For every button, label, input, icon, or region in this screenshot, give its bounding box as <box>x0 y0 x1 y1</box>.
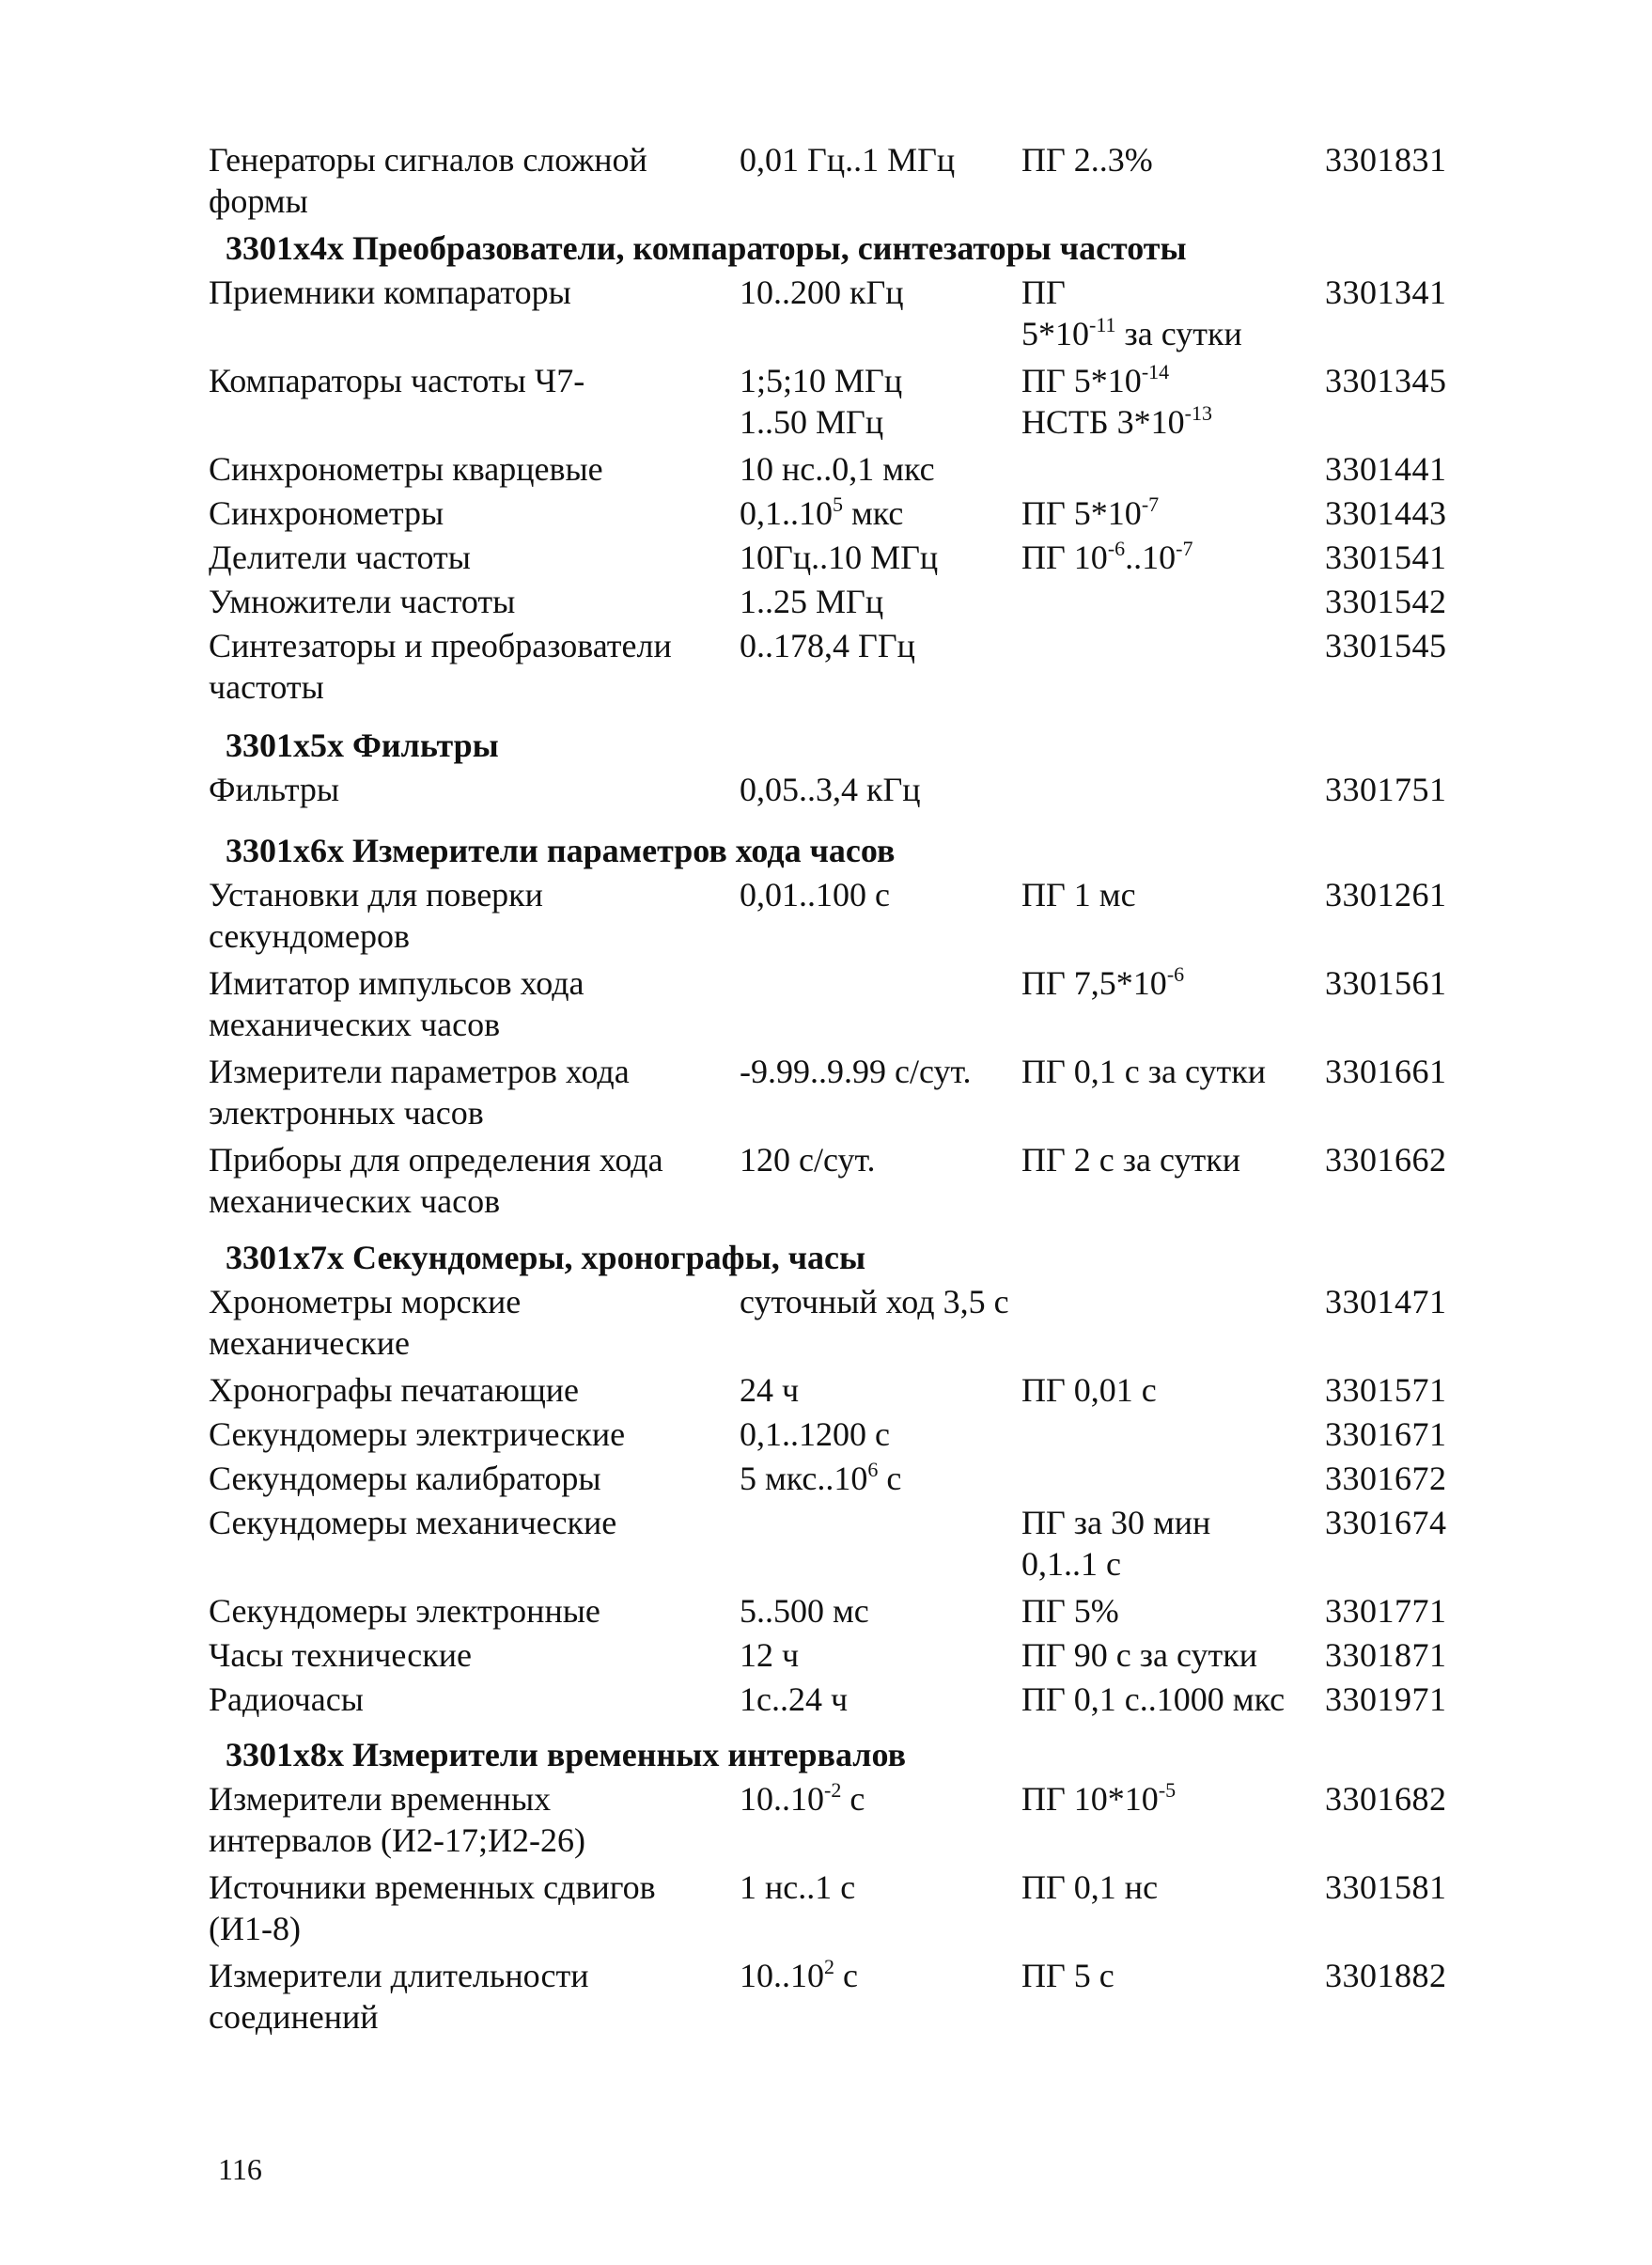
accuracy-value: ПГ $5*10^{-7}$ <box>1021 492 1160 532</box>
measurement-range: 1..25 МГц <box>740 583 884 620</box>
measurement-range: 0,01..100 с <box>740 876 890 914</box>
instrument-name: Хронографы печатающие <box>209 1371 580 1409</box>
table-row <box>209 1679 1468 1723</box>
table-row <box>209 1414 1468 1458</box>
accuracy-value: ПГ 2..3% <box>1021 141 1153 179</box>
section-heading: 3301x6x Измерители параметров хода часов <box>226 832 896 869</box>
okp-code: 3301682 <box>1325 1780 1447 1818</box>
instrument-name: Делители частоты <box>209 539 471 576</box>
instrument-name: Компараторы частоты Ч7- <box>209 362 585 399</box>
okp-code: 3301443 <box>1325 494 1447 532</box>
instrument-name: Часы технические <box>209 1636 473 1674</box>
okp-code: 3301751 <box>1325 771 1447 808</box>
measurement-range: 0..178,4 ГГц <box>740 627 915 664</box>
table-row <box>209 1634 1468 1679</box>
table-row <box>209 962 1468 1051</box>
okp-code: 3301541 <box>1325 539 1447 576</box>
instrument-table <box>209 139 1468 2043</box>
table-row <box>209 492 1468 537</box>
table-row <box>209 1955 1468 2043</box>
measurement-range: 0,1..1200 с <box>740 1415 890 1453</box>
okp-code: 3301345 <box>1325 362 1447 399</box>
table-row <box>209 537 1468 581</box>
table-row <box>209 1590 1468 1634</box>
accuracy-value: ПГ 5% <box>1021 1592 1119 1630</box>
measurement-range: 120 с/сут. <box>740 1141 876 1179</box>
instrument-name: Измерители временных интервалов (И2-17;И2-26) <box>209 1780 585 1859</box>
table-row <box>209 769 1468 813</box>
okp-code: 3301341 <box>1325 273 1447 311</box>
accuracy-value: ПГ за 30 мин 0,1..1 с <box>1021 1504 1211 1583</box>
okp-code: 3301542 <box>1325 583 1447 620</box>
table-row <box>209 1139 1468 1227</box>
table-row <box>209 1458 1468 1502</box>
okp-code: 3301571 <box>1325 1371 1447 1409</box>
measurement-range: $10..10^{-2}$ с <box>740 1778 865 1818</box>
okp-code: 3301471 <box>1325 1283 1447 1320</box>
instrument-name: Хронометры морские механические <box>209 1283 522 1362</box>
okp-code: 3301672 <box>1325 1460 1447 1497</box>
instrument-name: Измерители параметров хода электронных часов <box>209 1053 630 1132</box>
instrument-name: Секундомеры механические <box>209 1504 617 1541</box>
accuracy-value: ПГ 90 с за сутки <box>1021 1636 1257 1674</box>
table-row <box>209 625 1468 713</box>
accuracy-value: ПГ 0,1 нс <box>1021 1868 1159 1906</box>
measurement-range: 10 нс..0,1 мкс <box>740 450 935 488</box>
measurement-range: 5 мкс..10$^6$ с <box>740 1458 902 1497</box>
instrument-name: Приемники компараторы <box>209 273 571 311</box>
accuracy-value: ПГ 0,1 с за сутки <box>1021 1053 1266 1090</box>
measurement-range: 5..500 мс <box>740 1592 869 1630</box>
instrument-name: Источники временных сдвигов (И1-8) <box>209 1868 656 1947</box>
instrument-name: Генераторы сигналов сложной формы <box>209 141 647 220</box>
instrument-name: Установки для поверки секундомеров <box>209 876 543 955</box>
table-row <box>209 1778 1468 1867</box>
okp-code: 3301441 <box>1325 450 1447 488</box>
table-row <box>209 272 1468 360</box>
measurement-range: 1 нс..1 с <box>740 1868 856 1906</box>
measurement-range: суточный ход 3,5 с <box>740 1283 1009 1320</box>
table-row <box>209 360 1468 448</box>
okp-code: 3301871 <box>1325 1636 1447 1674</box>
instrument-name: Секундомеры калибраторы <box>209 1460 601 1497</box>
table-row <box>209 1502 1468 1590</box>
accuracy-value: ПГ 1 мс <box>1021 876 1136 914</box>
section-heading: 3301x4x Преобразователи, компараторы, синтезаторы частоты <box>226 229 1187 267</box>
measurement-range: 0,05..3,4 кГц <box>740 771 921 808</box>
measurement-range: 1с..24 ч <box>740 1680 849 1718</box>
measurement-range: 0,1..10$^5$ мкс <box>740 492 904 532</box>
measurement-range: 1;5;10 МГц 1..50 МГц <box>740 362 903 441</box>
table-row <box>209 874 1468 962</box>
table-row <box>209 1369 1468 1414</box>
page-number: 116 <box>218 2152 262 2186</box>
measurement-range: 24 ч <box>740 1371 800 1409</box>
instrument-name: Синтезаторы и преобразователи частоты <box>209 627 672 706</box>
section-heading: 3301x5x Фильтры <box>226 726 499 764</box>
measurement-range: 0,01 Гц..1 МГц <box>740 141 956 179</box>
accuracy-value: ПГ $10^{-6}..10^{-7}$ <box>1021 537 1193 576</box>
accuracy-value: ПГ 0,01 с <box>1021 1371 1157 1409</box>
instrument-name: Секундомеры электронные <box>209 1592 600 1630</box>
measurement-range: -9.99..9.99 с/сут. <box>740 1053 972 1090</box>
table-row <box>209 1281 1468 1369</box>
okp-code: 3301971 <box>1325 1680 1447 1718</box>
instrument-name: Измерители длительности соединений <box>209 1957 589 2036</box>
table-row <box>209 581 1468 625</box>
okp-code: 3301831 <box>1325 141 1447 179</box>
table-row <box>209 1867 1468 1955</box>
okp-code: 3301771 <box>1325 1592 1447 1630</box>
okp-code: 3301662 <box>1325 1141 1447 1179</box>
measurement-range: 10..200 кГц <box>740 273 904 311</box>
measurement-range: 12 ч <box>740 1636 800 1674</box>
instrument-name: Радиочасы <box>209 1680 364 1718</box>
accuracy-value: ПГ $5*10^{-11}$ за сутки <box>1021 273 1242 352</box>
okp-code: 3301545 <box>1325 627 1447 664</box>
measurement-range: 10Гц..10 МГц <box>740 539 939 576</box>
accuracy-value: ПГ $7,5*10^{-6}$ <box>1021 962 1185 1002</box>
instrument-name: Секундомеры электрические <box>209 1415 626 1453</box>
instrument-name: Приборы для определения хода механических часов <box>209 1141 663 1220</box>
accuracy-value: ПГ 2 с за сутки <box>1021 1141 1240 1179</box>
okp-code: 3301671 <box>1325 1415 1447 1453</box>
okp-code: 3301261 <box>1325 876 1447 914</box>
table-row <box>209 139 1468 227</box>
okp-code: 3301561 <box>1325 964 1447 1002</box>
instrument-name: Имитатор импульсов хода механических часов <box>209 964 584 1043</box>
instrument-name: Синхронометры <box>209 494 444 532</box>
instrument-name: Умножители частоты <box>209 583 516 620</box>
okp-code: 3301674 <box>1325 1504 1447 1541</box>
okp-code: 3301882 <box>1325 1957 1447 1994</box>
okp-code: 3301581 <box>1325 1868 1447 1906</box>
accuracy-value: ПГ 5 с <box>1021 1957 1114 1994</box>
okp-code: 3301661 <box>1325 1053 1447 1090</box>
accuracy-value: ПГ $5*10^{-14}$ НСТБ $3*10^{-13}$ <box>1021 360 1212 441</box>
instrument-name: Синхронометры кварцевые <box>209 450 603 488</box>
table-row <box>209 448 1468 492</box>
instrument-name: Фильтры <box>209 771 340 808</box>
section-heading: 3301x7x Секундомеры, хронографы, часы <box>226 1239 866 1276</box>
measurement-range: 10..10$^2$ с <box>740 1955 858 1994</box>
accuracy-value: ПГ 0,1 с..1000 мкс <box>1021 1680 1286 1718</box>
accuracy-value: ПГ $10*10^{-5}$ <box>1021 1778 1177 1818</box>
table-row <box>209 1051 1468 1139</box>
section-heading: 3301x8x Измерители временных интервалов <box>226 1736 907 1773</box>
